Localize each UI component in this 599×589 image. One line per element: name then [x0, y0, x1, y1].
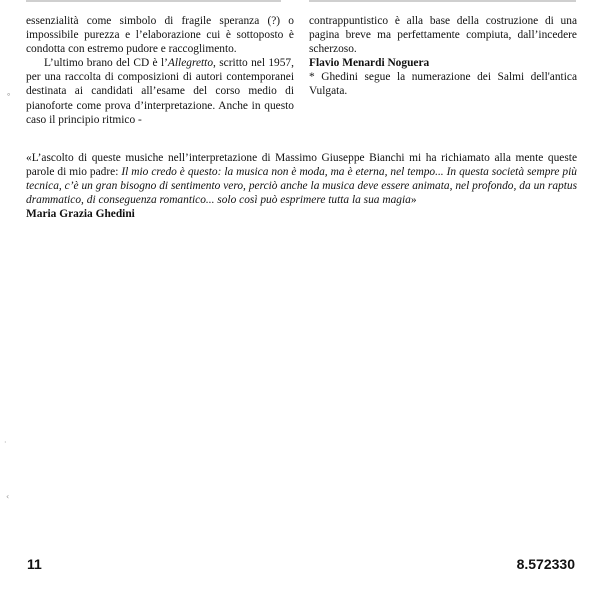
- top-border-right: [309, 0, 576, 2]
- left-paragraph-2-start: L’ultimo brano del CD è l’: [44, 57, 168, 70]
- quote-signature: Maria Grazia Ghedini: [26, 208, 135, 221]
- right-column: [309, 14, 577, 99]
- scan-mark: ‹: [6, 492, 10, 501]
- quote-intro: «L’ascolto di queste musiche nell’interpretazione di Massimo Giuseppe Bianchi mi ha richiamato alla mente queste parole di mio padre:: [26, 152, 577, 179]
- scan-mark: ·: [4, 438, 7, 447]
- author-signature: Flavio Menardi Noguera: [309, 57, 430, 70]
- left-paragraph-1: essenzialità come simbolo di fragile speranza (?) o impossibile purezza e l’elaborazione cui è sottoposto è condotta con estremo pudore e raccoglimento.: [26, 15, 294, 56]
- left-paragraph-2: [26, 56, 294, 126]
- footnote: * Ghedini segue la numerazione dei Salmi dell'antica Vulgata.: [309, 71, 577, 98]
- quote-italic: Il mio credo è questo: la musica non è moda, ma è eterna, nel tempo... In questa società sempre più tecnica, c’è un gran bisogno di sentimento vero, perciò anche la musica deve essere animata, nel profondo, da un raptus drammatico, di conseguenza romantico... solo così può esprimere tutta la sua magia: [26, 166, 577, 207]
- catalog-number: 8.572330: [516, 556, 575, 572]
- top-border-left: [26, 0, 281, 2]
- work-title-allegretto: Allegretto: [167, 57, 214, 70]
- right-paragraph-1: contrappuntistico è alla base della costruzione di una pagina breve ma perfettamente compiuta, dall’incedere scherzoso.: [309, 15, 577, 56]
- left-paragraph-2-end: , scritto nel 1957, per una raccolta di composizioni di autori contemporanei destinata ai candidati all’esame del corso medio di pianoforte come prova d’interpretazione. Anche in questo caso il principio ritmico -: [26, 57, 294, 126]
- left-column: [26, 14, 294, 127]
- page-number: 11: [27, 556, 42, 572]
- quote-block: [26, 151, 577, 221]
- quote-close: »: [410, 194, 417, 207]
- quote-text: [26, 151, 577, 207]
- scan-mark: ∘: [6, 90, 12, 99]
